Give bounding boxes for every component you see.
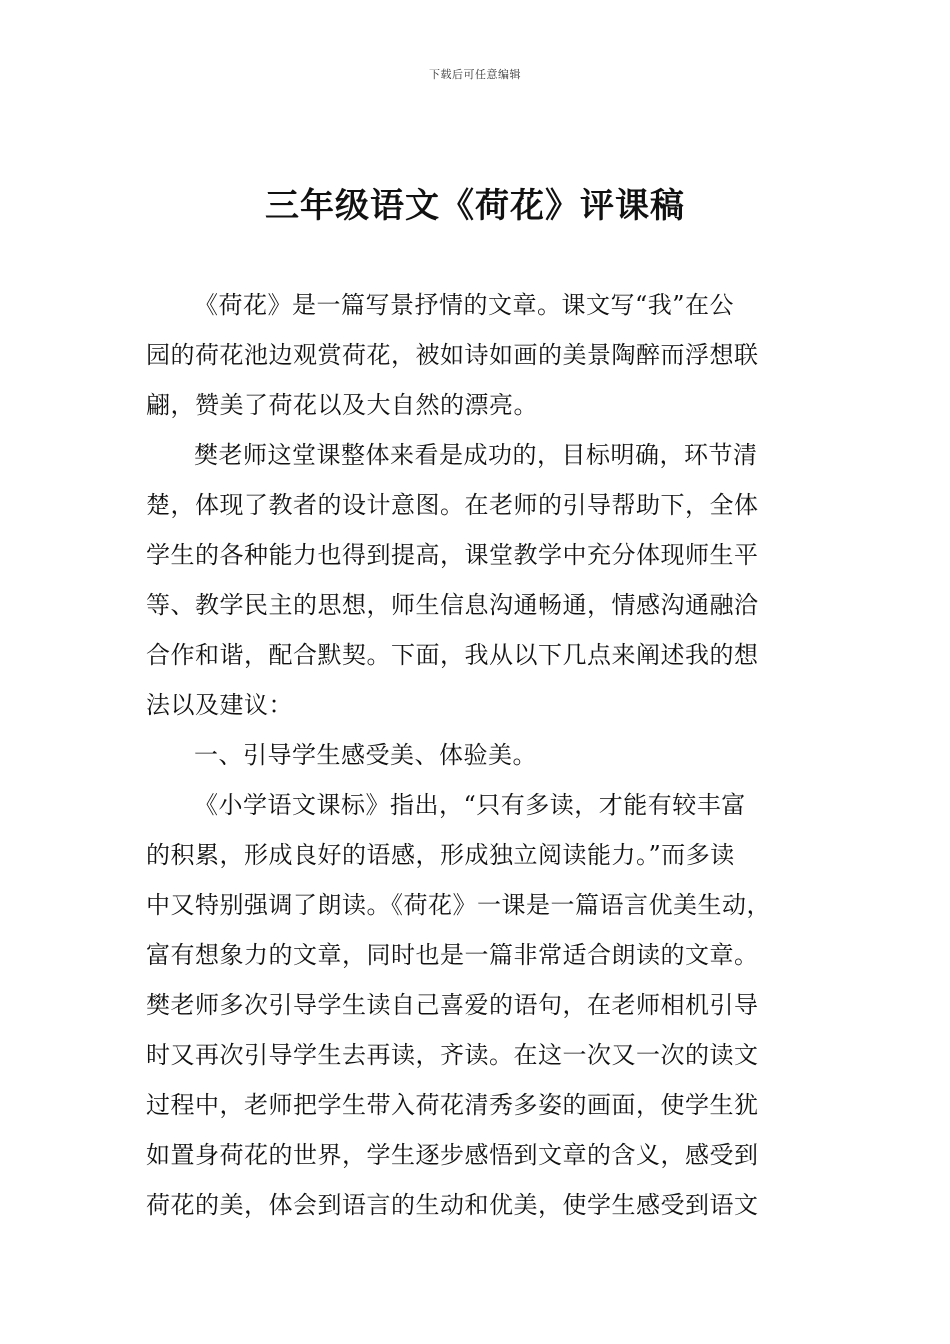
text-line: 翩，赞美了荷花以及大自然的漂亮。 bbox=[146, 391, 538, 419]
text-line: 园的荷花池边观赏荷花，被如诗如画的美景陶醉而浮想联 bbox=[146, 341, 759, 369]
text-line: 法以及建议： bbox=[146, 691, 293, 719]
text-line: 《小学语文课标》指出，“只有多读，才能有较丰富 bbox=[194, 791, 746, 819]
text-line: 过程中，老师把学生带入荷花清秀多姿的画面，使学生犹 bbox=[146, 1091, 759, 1119]
text-line: 中又特别强调了朗读。《荷花》一课是一篇语言优美生动， bbox=[146, 891, 771, 919]
text-line: 的积累，形成良好的语感，形成独立阅读能力。”而多读 bbox=[146, 841, 735, 869]
section-heading: 一、引导学生感受美、体验美。 bbox=[194, 741, 537, 769]
text-line: 富有想象力的文章，同时也是一篇非常适合朗读的文章。 bbox=[146, 941, 759, 969]
text-line: 樊老师多次引导学生读自己喜爱的语句，在老师相机引导 bbox=[146, 991, 759, 1019]
header-note: 下载后可任意编辑 bbox=[429, 68, 521, 81]
document-body bbox=[146, 280, 806, 1230]
text-line: 荷花的美，体会到语言的生动和优美，使学生感受到语文 bbox=[146, 1191, 759, 1219]
text-line: 樊老师这堂课整体来看是成功的，目标明确，环节清 bbox=[194, 441, 758, 469]
text-line: 楚，体现了教者的设计意图。在老师的引导帮助下，全体 bbox=[146, 491, 759, 519]
text-line: 合作和谐，配合默契。下面，我从以下几点来阐述我的想 bbox=[146, 641, 759, 669]
page-title: 三年级语文《荷花》评课稿 bbox=[265, 186, 685, 226]
text-line: 等、教学民主的思想，师生信息沟通畅通，情感沟通融洽 bbox=[146, 591, 759, 619]
text-line: 《荷花》是一篇写景抒情的文章。课文写“我”在公 bbox=[194, 291, 735, 319]
text-line: 如置身荷花的世界，学生逐步感悟到文章的含义，感受到 bbox=[146, 1141, 759, 1169]
text-line: 时又再次引导学生去再读，齐读。在这一次又一次的读文 bbox=[146, 1041, 759, 1069]
text-line: 学生的各种能力也得到提高，课堂教学中充分体现师生平 bbox=[146, 541, 759, 569]
